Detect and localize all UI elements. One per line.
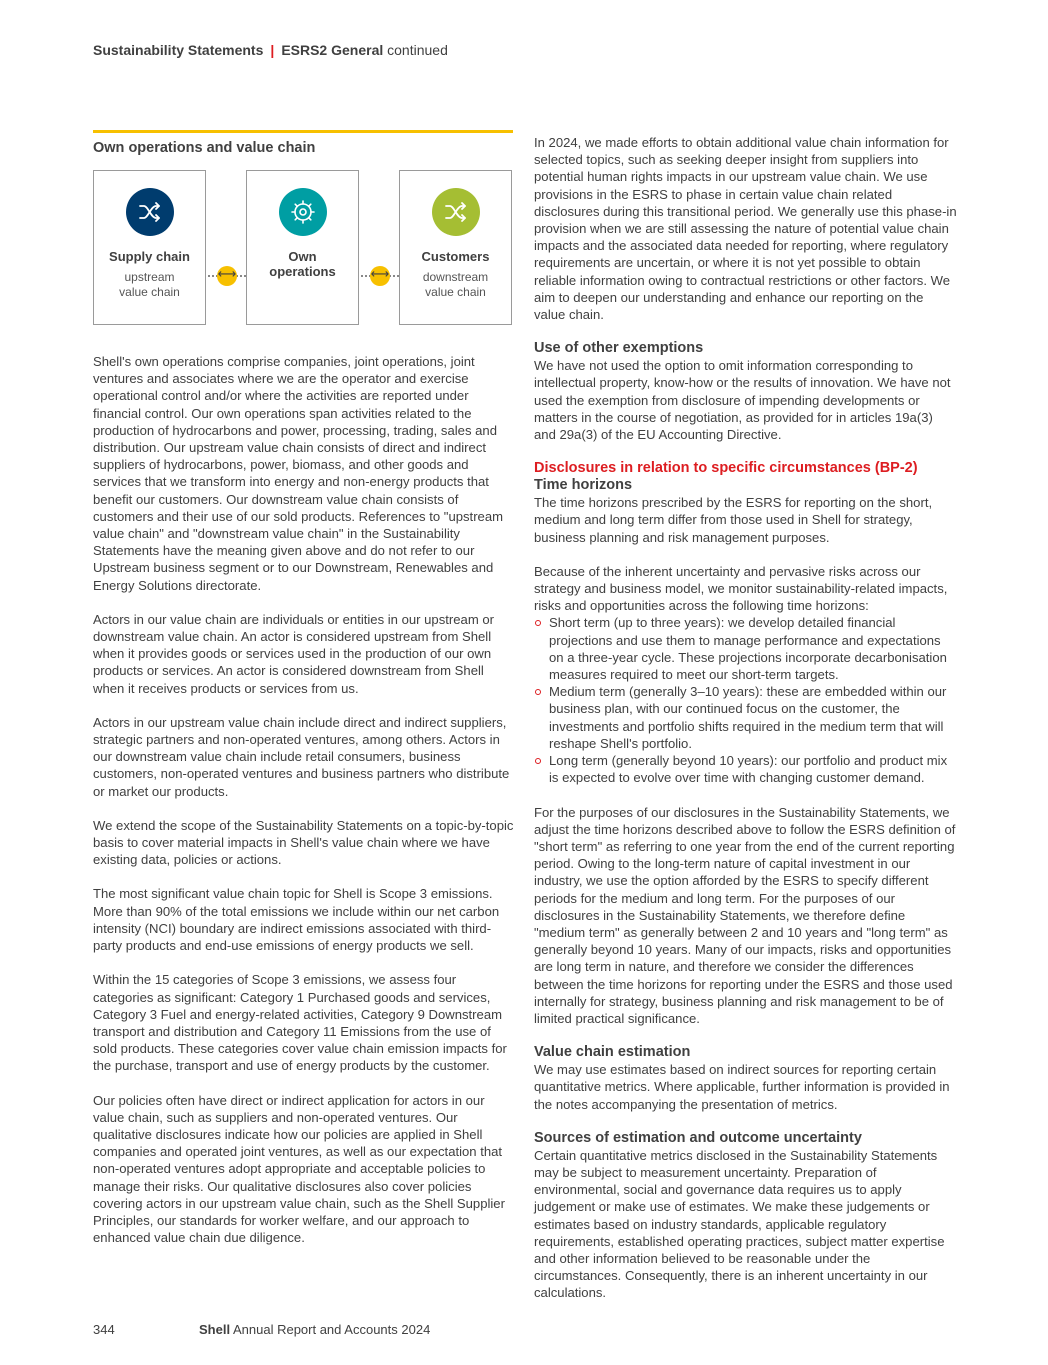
time-horizons-list	[534, 614, 958, 786]
paragraph: Certain quantitative metrics disclosed in the Sustainability Statements may be subject to measurement uncertainty. Preparation of environmental, social and governance data requires us to apply judgement or make use of estimates. We make these judgements or estimates based on industry standards, applicable regulatory requirements, established operating practices, subject matter expertise and other information believed to be reasonable under the circumstances. Consequently, there is an inherent uncertainty in our calculations.	[534, 1147, 945, 1301]
heading-uncertainty: Sources of estimation and outcome uncertainty	[534, 1129, 862, 1146]
own-operations-label-line2: operations	[269, 264, 336, 279]
gear-shuffle-icon	[279, 188, 327, 236]
double-arrow-icon	[217, 266, 237, 286]
footer-brand	[199, 1322, 430, 1337]
paragraph: Shell's own operations comprise companies, joint operations, joint ventures and associates where we are the operator and exercise operational control and/or where the activities are reported under financial control. Our own operations span activities related to the production of hydrocarbons and power, processing, trading, sales and distribution. Our upstream value chain consists of direct and indirect suppliers of hydrocarbons, power, biomass, and other goods and services that we transform into energy and non-energy products that benefit our customers. Our downstream value chain consists of customers and their use of our sold products. References to "upstream value chain" and "downstream value chain" in the Sustainability Statements have the meaning given above and do not refer to our Upstream business segment or to our Downstream, Renewables and Energy Solutions directorate.	[93, 354, 504, 593]
own-operations-label-line1: Own	[288, 249, 317, 264]
paragraph: For the purposes of our disclosures in the Sustainability Statements, we adjust the time horizons described above to follow the ESRS definition of "short term" as referring to one year from the end of the current reporting period. Owing to the long-term nature of capital investment in our industry, we use the option afforded by the ESRS to specify different periods for the medium and long term. For the purposes of our disclosures in the Sustainability Statements, we therefore define "medium term" as generally between 2 and 10 years and "long term" as generally beyond 10 years. Many of our impacts, risks and opportunities are long term in nature, and therefore we consider the differences between the time horizons for reporting under the ESRS and those used internally for strategy, business planning and risk management to be of limited practical significance.	[534, 804, 956, 1026]
customers-sub-line1: downstream	[422, 270, 489, 284]
section-rule	[93, 130, 513, 133]
double-arrow-glyph: ⟷	[370, 267, 390, 282]
customers-box	[399, 170, 512, 325]
list-item: Medium term (generally 3–10 years): these are embedded within our business plan, with our continued focus on the customer, the investments and portfolio shifts required in the medium term that will reshape Shell's portfolio.	[534, 683, 958, 752]
paragraph: The time horizons prescribed by the ESRS for reporting on the short, medium and long term differ from those used in Shell for strategy, business planning and risk management purposes.	[534, 495, 933, 545]
connector-left	[208, 265, 246, 287]
paragraph: Our policies often have direct or indirect application for actors in our value chain, such as suppliers and non-operated ventures. Our qualitative disclosures indicate how our policies are applied in Shell companies and operated joint ventures, as well as our expectation that non-operated ventures adopt appropriate and acceptable policies to manage their risks. Our qualitative disclosures also cover policies covering actors in our upstream value chain, such as the Shell Supplier Principles, our standards for worker welfare, and our approach to enhanced value chain due diligence.	[93, 1092, 505, 1246]
paragraph: Within the 15 categories of Scope 3 emissions, we assess four categories as significant: Category 1 Purchased goods and services, Category 3 Fuel and energy-related activities, Category 9 Downstream transport and distribution and Category 11 Emissions from the use of sold products. These categories cover value chain emission impacts for the purchase, transport and use of energy products by the customer.	[93, 972, 507, 1074]
supply-chain-sub-line2: value chain	[119, 285, 180, 299]
paragraph: The most significant value chain topic for Shell is Scope 3 emissions. More than 90% of the total emissions we include within our net carbon intensity (NCI) boundary are indirect emissions associated with third-party products and end-use emissions of energy products we sell.	[93, 886, 500, 954]
brand-name: Shell	[199, 1322, 231, 1337]
header-section: Sustainability Statements	[93, 42, 264, 58]
heading-time-horizons: Time horizons	[534, 477, 633, 494]
header-separator: |	[270, 42, 275, 58]
own-operations-label	[247, 249, 358, 279]
customers-label: Customers	[421, 249, 490, 264]
customers-sub-line2: value chain	[425, 285, 486, 299]
paragraph: Actors in our upstream value chain include direct and indirect suppliers, strategic partners and non-operated ventures, among others. Actors in our downstream value chain include retail consumers, business customers, non-operated ventures and business partners who distribute or market our products.	[93, 714, 510, 799]
double-arrow-glyph: ⟷	[217, 267, 237, 282]
connector-right	[361, 265, 399, 287]
left-column	[93, 353, 515, 1263]
right-column	[534, 134, 958, 1319]
shuffle-icon	[432, 188, 480, 236]
heading-bp2: Disclosures in relation to specific circumstances (BP-2)	[534, 460, 918, 477]
header-suffix: continued	[387, 42, 448, 58]
paragraph: We may use estimates based on indirect sources for reporting certain quantitative metrics. Where applicable, further information is provided in the notes accompanying the presentation of metrics.	[534, 1062, 950, 1112]
supply-chain-sub-line1: upstream	[124, 270, 175, 284]
supply-chain-sub	[94, 270, 205, 300]
page-number: 344	[93, 1322, 115, 1337]
supply-chain-label: Supply chain	[109, 249, 190, 264]
paragraph: Because of the inherent uncertainty and pervasive risks across our strategy and business model, we monitor sustainability-related impacts, risks and opportunities across the following time horizons:	[534, 563, 948, 614]
paragraph: In 2024, we made efforts to obtain additional value chain information for selected topics, such as seeking deeper insight from suppliers into potential human rights impacts in our upstream value chain. We use provisions in the ESRS to phase in certain value chain related disclosures during this transitional period. We generally use this phase-in provision when we are still assessing the nature of potential value chain impacts and the associated data needed for reporting, where regulatory requirements are uncertain, or where it is not yet possible to obtain reliable information owing to contractual restrictions or other factors. We aim to deepen our understanding and enhance our reporting on the value chain.	[534, 135, 957, 323]
paragraph: We have not used the option to omit information corresponding to intellectual property, know-how or the results of innovation. We have not used the exemption from disclosure of impending developments or matters in the course of negotiation, as provided for in articles 19a(3) and 29a(3) of the EU Accounting Directive.	[534, 358, 951, 443]
customers-sub	[400, 270, 511, 300]
paragraph: We extend the scope of the Sustainability Statements on a topic-by-topic basis to cover material impacts in Shell's value chain where we have existing data, policies or actions.	[93, 817, 514, 868]
shuffle-icon	[126, 188, 174, 236]
page-footer	[93, 1322, 431, 1337]
paragraph: Actors in our value chain are individuals or entities in our upstream or downstream value chain. An actor is considered upstream from Shell when it provides goods or services used in the production of our own products or services. An actor is considered downstream from Shell when it receives products or services from us.	[93, 611, 495, 696]
header-subsection: ESRS2 General	[281, 42, 384, 58]
list-item: Short term (up to three years): we develop detailed financial projections and use them to manage performance and expectations on a three-year cycle. These projections incorporate decarbonisation measures required to meet our short-term targets.	[534, 614, 958, 683]
running-header	[93, 42, 448, 58]
heading-value-chain-estimation: Value chain estimation	[534, 1044, 691, 1061]
value-chain-box-title: Own operations and value chain	[93, 140, 316, 156]
double-arrow-icon	[370, 266, 390, 286]
report-title: Annual Report and Accounts 2024	[232, 1322, 431, 1337]
list-item: Long term (generally beyond 10 years): our portfolio and product mix is expected to evolve over time with changing customer demand.	[534, 752, 958, 786]
supply-chain-box	[93, 170, 206, 325]
own-operations-box	[246, 170, 359, 325]
heading-exemptions: Use of other exemptions	[534, 340, 704, 357]
